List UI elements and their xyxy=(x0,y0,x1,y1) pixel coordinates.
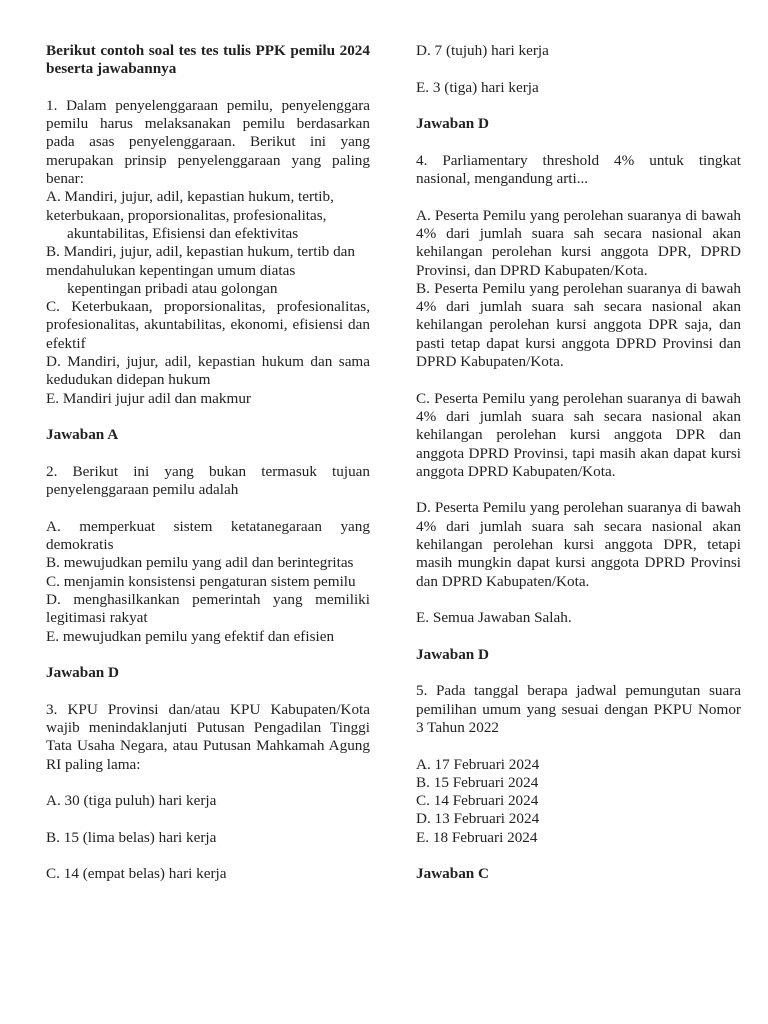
question-1-option-d: D. Mandiri, jujur, adil, kepastian hukum dan sama kedudukan didepan hukum xyxy=(46,353,370,389)
question-3-option-a: A. 30 (tiga puluh) hari kerja xyxy=(46,792,217,810)
question-1-option-b: B. Mandiri, jujur, adil, kepastian hukum, tertib dan mendahulukan kepentingan umum diatas kepentingan pribadi atau golongan xyxy=(46,243,355,297)
question-2-option-d: D. menghasilkankan pemerintah yang memiliki legitimasi rakyat xyxy=(46,590,370,627)
question-2-text: 2. Berikut ini yang bukan termasuk tujuan penyelenggaraan pemilu adalah xyxy=(46,462,370,499)
question-4-option-e: E. Semua Jawaban Salah. xyxy=(416,609,572,627)
question-5-text: 5. Pada tanggal berapa jadwal pemungutan suara pemilihan umum yang sesuai dengan PKPU Nomor 3 Tahun 2022 xyxy=(416,682,741,736)
question-4-text: 4. Parliamentary threshold 4% untuk tingkat nasional, mengandung arti... xyxy=(416,151,741,188)
question-4-option-d: D. Peserta Pemilu yang perolehan suaranya di bawah 4% dari jumlah suara sah secara nasional akan kehilangan perolehan kursi anggota DPR, tetapi masih mungkin dapat kursi anggota DPRD Provinsi dan DPRD Kabupaten/Kota. xyxy=(416,499,741,590)
question-3-option-d: D. 7 (tujuh) hari kerja xyxy=(416,42,549,59)
question-3-option-c: C. 14 (empat belas) hari kerja xyxy=(46,865,227,883)
question-4-option-a: A. Peserta Pemilu yang perolehan suaranya di bawah 4% dari jumlah suara sah secara nasional akan kehilangan perolehan kursi anggota DPR, DPRD Provinsi, dan DPRD Kabupaten/Kota. xyxy=(416,206,741,279)
question-1-option-c: C. Keterbukaan, proporsionalitas, profesionalitas, profesionalitas, akuntabilitas, ekonomi, efisiensi dan efektif xyxy=(46,298,370,352)
question-3-text: 3. KPU Provinsi dan/atau KPU Kabupaten/Kota wajib menindaklanjuti Putusan Pengadilan Tinggi Tata Usaha Negara, atau Putusan Mahkamah Agung RI paling lama: xyxy=(46,700,370,773)
question-5-option-d: D. 13 Februari 2024 xyxy=(416,810,540,828)
question-1-option-e: E. Mandiri jujur adil dan makmur xyxy=(46,389,251,407)
question-5-option-e: E. 18 Februari 2024 xyxy=(416,828,538,846)
question-1-text: 1. Dalam penyelenggaraan pemilu, penyelenggara pemilu harus melaksanakan pemilu berdasarkan pada asas penyelenggaraan. Berikut ini yang merupakan prinsip penyelenggaraan yang paling benar: xyxy=(46,96,370,188)
question-3-option-b: B. 15 (lima belas) hari kerja xyxy=(46,828,217,846)
question-5-option-a: A. 17 Februari 2024 xyxy=(416,755,540,773)
right-column xyxy=(416,42,741,884)
question-4-option-b: B. Peserta Pemilu yang perolehan suaranya di bawah 4% dari jumlah suara sah secara nasional akan kehilangan perolehan kursi anggota DPR saja, dan pasti tetap dapat kursi anggota DPRD Provinsi dan DPRD Kabupaten/Kota. xyxy=(416,279,741,371)
question-5-answer: Jawaban C xyxy=(416,865,490,883)
question-2-answer: Jawaban D xyxy=(46,664,120,682)
question-1-option-a: A. Mandiri, jujur, adil, kepastian hukum, tertib, keterbukaan, proporsionalitas, profesionalitas, akuntabilitas, Efisiensi dan efektivitas xyxy=(46,188,334,242)
question-2-option-c: C. menjamin konsistensi pengaturan sistem pemilu xyxy=(46,572,356,590)
question-5-option-c: C. 14 Februari 2024 xyxy=(416,792,539,810)
document-title: Berikut contoh soal tes tes tulis PPK pemilu 2024 beserta jawabannya xyxy=(46,42,370,78)
question-4-option-c: C. Peserta Pemilu yang perolehan suaranya di bawah 4% dari jumlah suara sah secara nasional akan kehilangan perolehan kursi anggota DPR dan anggota DPRD Provinsi, tapi masih akan dapat kursi anggota DPRD Kabupaten/Kota. xyxy=(416,389,741,480)
question-3-answer: Jawaban D xyxy=(416,115,490,133)
question-4-answer: Jawaban D xyxy=(416,645,490,663)
question-3-option-e: E. 3 (tiga) hari kerja xyxy=(416,78,539,96)
left-column xyxy=(46,42,370,884)
question-5-option-b: B. 15 Februari 2024 xyxy=(416,773,539,791)
question-1-answer: Jawaban A xyxy=(46,426,119,444)
question-2-option-b: B. mewujudkan pemilu yang adil dan berintegritas xyxy=(46,554,354,572)
question-2-option-e: E. mewujudkan pemilu yang efektif dan efisien xyxy=(46,627,335,645)
question-2-option-a: A. memperkuat sistem ketatanegaraan yang demokratis xyxy=(46,517,370,554)
